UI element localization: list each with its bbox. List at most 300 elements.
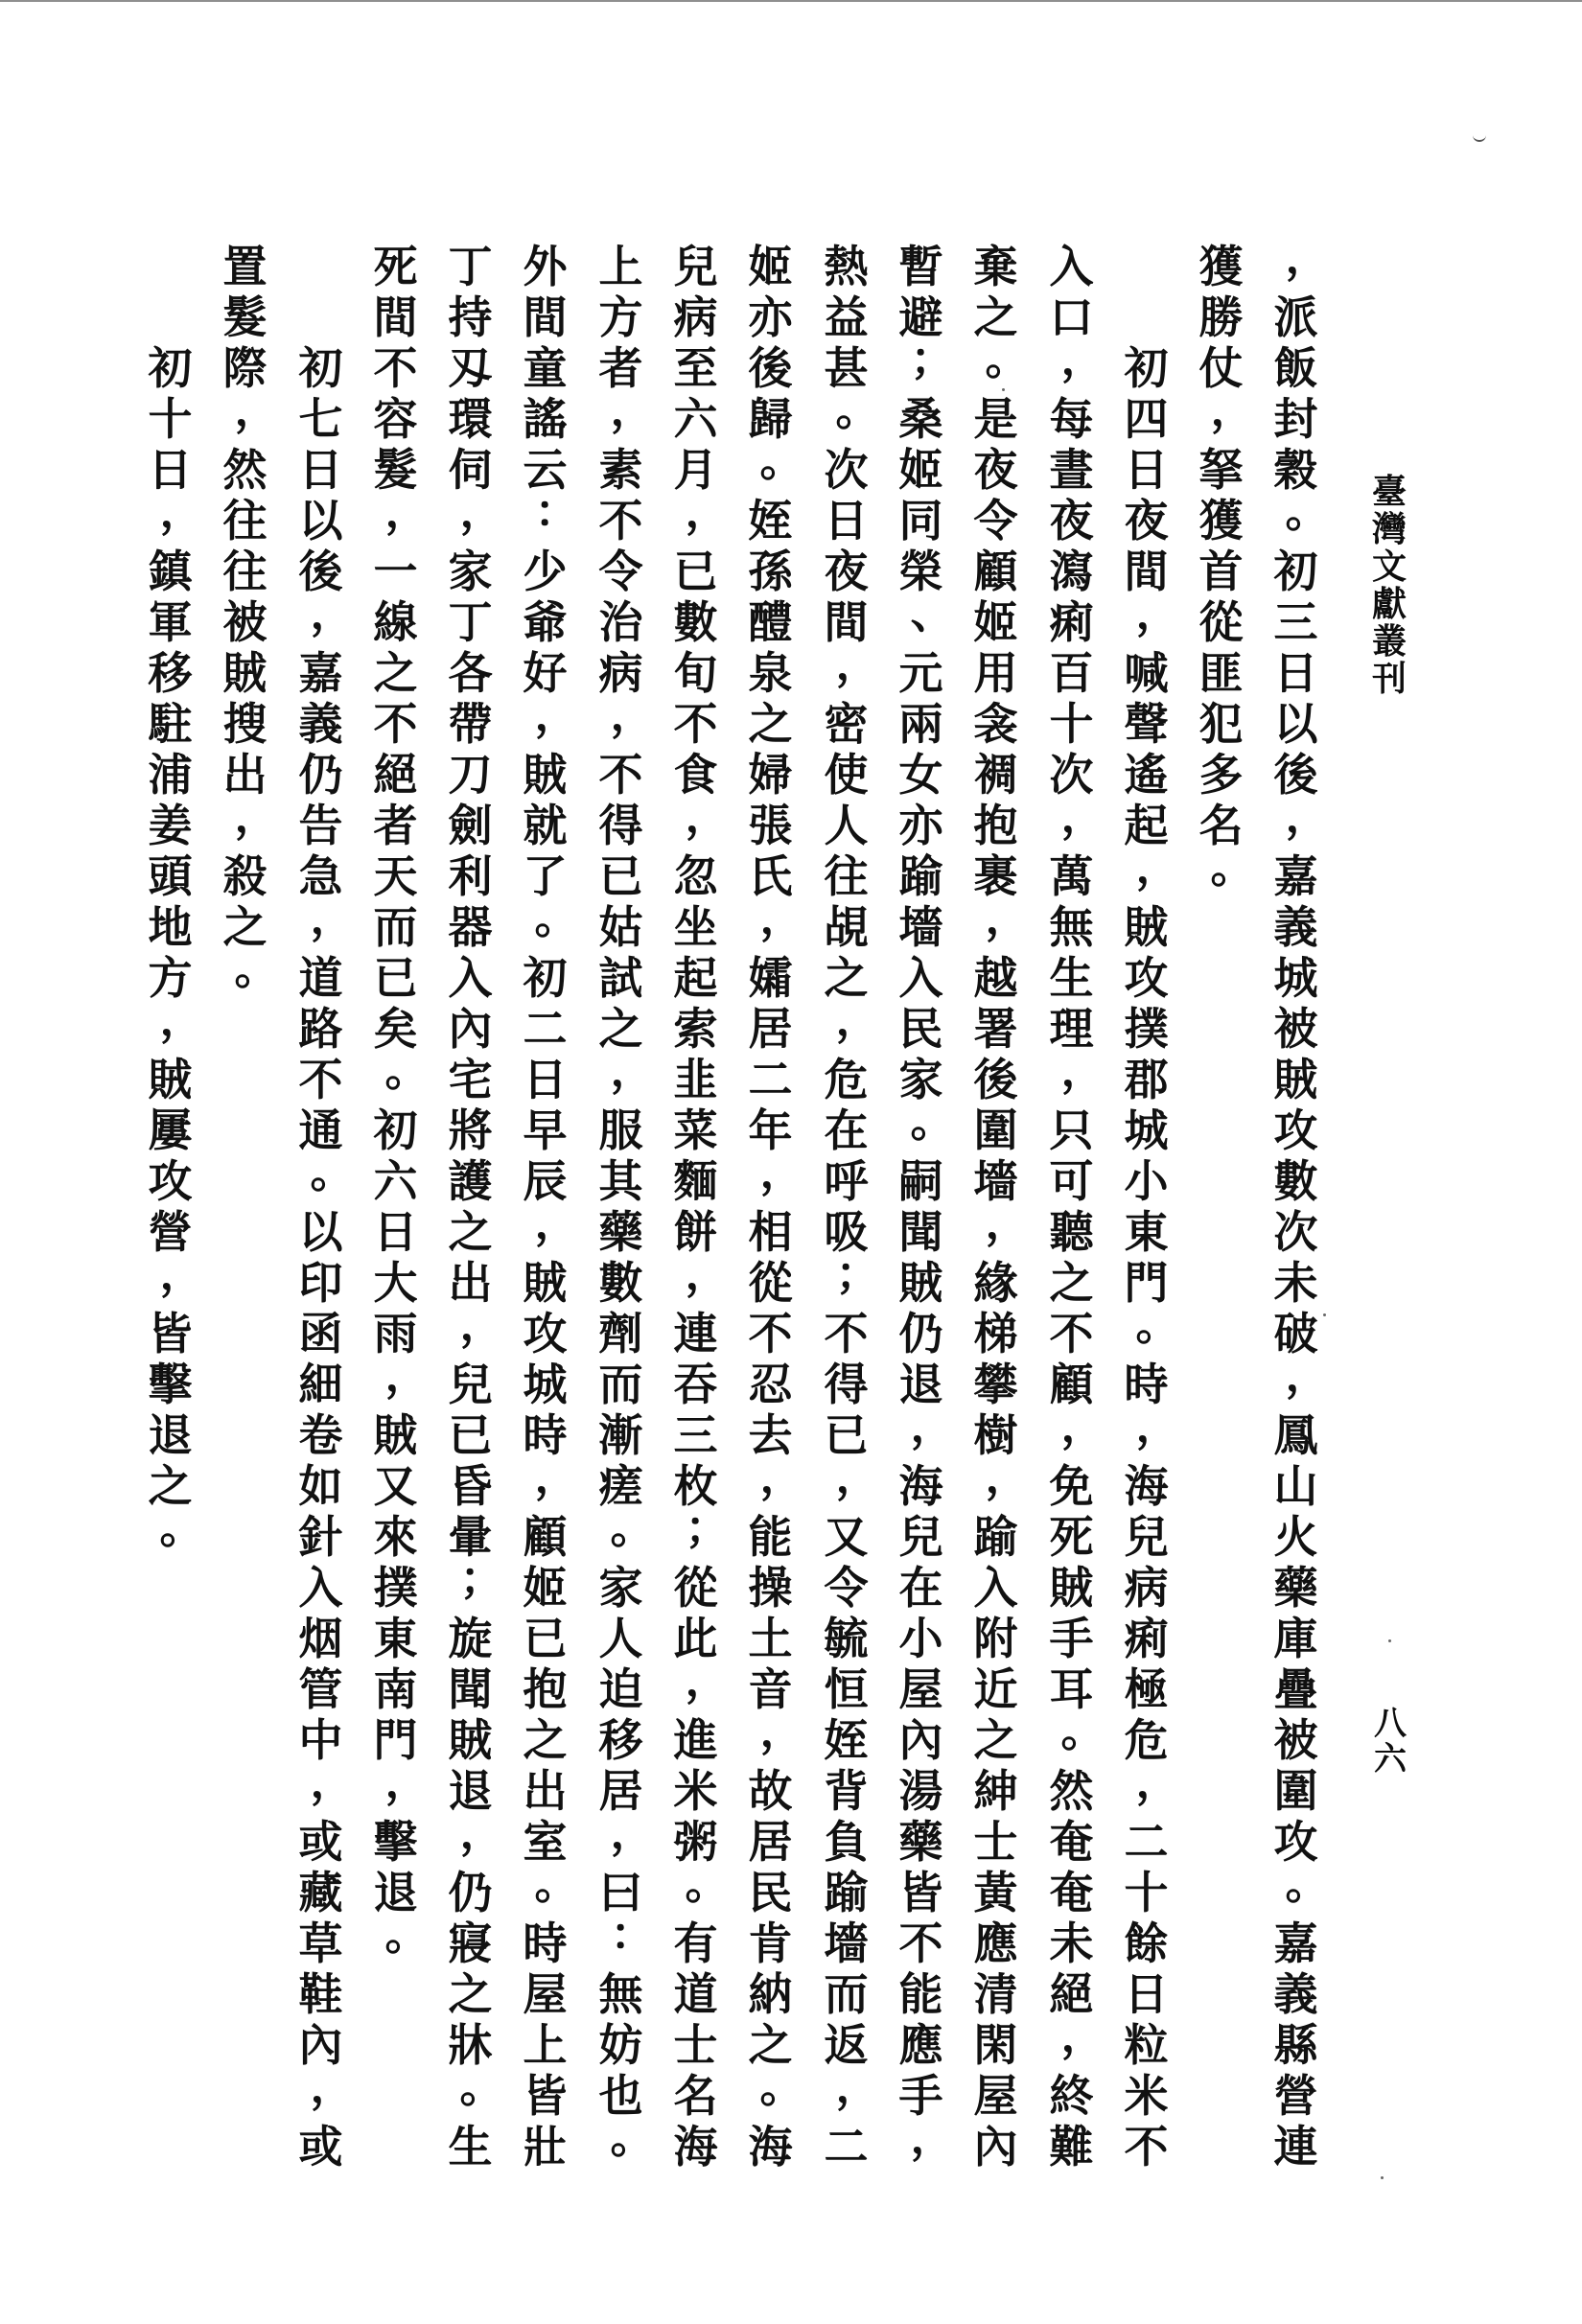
- character-glyph: 器: [448, 901, 493, 953]
- page-number: [1369, 1707, 1411, 1778]
- character-glyph: 初: [1124, 342, 1169, 394]
- character-glyph: 又: [824, 1511, 869, 1563]
- punctuation-glyph: ，: [685, 1247, 730, 1299]
- punctuation-glyph: ，: [310, 892, 355, 943]
- punctuation-glyph: 。: [459, 2060, 504, 2112]
- character-glyph: 刊: [1371, 659, 1407, 699]
- character-glyph: 海: [673, 2121, 718, 2173]
- character-glyph: 元: [898, 647, 943, 699]
- character-glyph: 病: [1124, 1562, 1169, 1614]
- character-glyph: 二: [748, 1054, 793, 1105]
- punctuation-glyph: 。: [759, 2060, 804, 2112]
- character-glyph: 家: [598, 1562, 643, 1614]
- character-glyph: 皆: [523, 2070, 568, 2122]
- character-glyph: 初: [148, 342, 193, 394]
- character-glyph: 亦: [748, 291, 793, 343]
- character-glyph: 菜: [673, 1104, 718, 1156]
- character-glyph: 函: [298, 1308, 343, 1360]
- punctuation-glyph: ，: [1060, 1044, 1105, 1096]
- character-glyph: 無: [1049, 901, 1094, 953]
- character-glyph: 劍: [448, 800, 493, 851]
- character-glyph: 進: [673, 1714, 718, 1766]
- character-glyph: 內: [973, 2121, 1018, 2173]
- character-glyph: 未: [1273, 1257, 1318, 1309]
- character-glyph: 六: [1374, 1740, 1407, 1778]
- character-glyph: 榮: [898, 546, 943, 597]
- character-glyph: 營: [148, 1206, 193, 1258]
- character-glyph: 不: [373, 698, 418, 750]
- character-glyph: 皆: [898, 1867, 943, 1918]
- character-glyph: 令: [824, 1562, 869, 1614]
- character-glyph: 鳳: [1273, 1409, 1318, 1461]
- character-glyph: 六: [673, 393, 718, 445]
- character-glyph: 者: [373, 800, 418, 851]
- text-column-paragraph-start: [1121, 342, 1180, 2173]
- character-glyph: 藥: [598, 1206, 643, 1258]
- character-glyph: 不: [673, 698, 718, 750]
- character-glyph: 賊: [1124, 901, 1169, 953]
- text-column: [896, 241, 955, 2173]
- character-glyph: 營: [1273, 2070, 1318, 2122]
- character-glyph: 賊: [1273, 1054, 1318, 1105]
- character-glyph: 多: [1198, 749, 1244, 801]
- punctuation-glyph: ，: [1135, 1400, 1180, 1452]
- punctuation-glyph: ，: [610, 1806, 655, 1858]
- text-column: [970, 241, 1030, 2173]
- character-glyph: 瘥: [598, 1460, 643, 1512]
- character-glyph: 令: [598, 546, 643, 597]
- character-glyph: 年: [748, 1104, 793, 1156]
- character-glyph: 相: [748, 1206, 793, 1258]
- character-glyph: 草: [298, 1917, 343, 1969]
- character-glyph: 攻: [1124, 952, 1169, 1004]
- character-glyph: 嘉: [1273, 850, 1318, 902]
- character-glyph: 四: [1124, 393, 1169, 445]
- character-glyph: 之: [973, 291, 1018, 343]
- punctuation-glyph: 。: [1210, 841, 1255, 893]
- character-glyph: 日: [148, 444, 193, 496]
- character-glyph: 民: [748, 1867, 793, 1918]
- text-column: [670, 241, 730, 2173]
- character-glyph: 各: [448, 647, 493, 699]
- character-glyph: 姪: [748, 495, 793, 546]
- character-glyph: 駐: [148, 698, 193, 750]
- character-glyph: 用: [973, 647, 1018, 699]
- character-glyph: 已: [373, 952, 418, 1004]
- character-glyph: 不: [298, 1054, 343, 1105]
- character-glyph: 生: [1049, 952, 1094, 1004]
- character-glyph: 門: [1124, 1257, 1169, 1309]
- character-glyph: 熱: [824, 241, 869, 292]
- character-glyph: 危: [1124, 1714, 1169, 1766]
- character-glyph: 或: [298, 1816, 343, 1868]
- character-glyph: 不: [748, 1308, 793, 1360]
- character-glyph: 昏: [448, 1460, 493, 1512]
- character-glyph: 日: [1273, 647, 1318, 699]
- character-glyph: 丁: [448, 596, 493, 648]
- punctuation-glyph: ，: [459, 1298, 504, 1350]
- character-glyph: 喊: [1124, 647, 1169, 699]
- character-glyph: 家: [448, 546, 493, 597]
- character-glyph: 屢: [148, 1104, 193, 1156]
- character-glyph: 被: [1273, 1714, 1318, 1766]
- character-glyph: 在: [898, 1562, 943, 1614]
- character-glyph: 少: [523, 546, 568, 597]
- character-glyph: 犯: [1198, 698, 1244, 750]
- punctuation-glyph: ；: [835, 1247, 880, 1299]
- character-glyph: 初: [1273, 546, 1318, 597]
- punctuation-glyph: 。: [1285, 1857, 1330, 1909]
- character-glyph: 初: [298, 342, 343, 394]
- character-glyph: 死: [373, 241, 418, 292]
- character-glyph: 顧: [1049, 1359, 1094, 1410]
- character-glyph: 置: [222, 241, 268, 292]
- character-glyph: 無: [598, 1968, 643, 2020]
- punctuation-glyph: ，: [1285, 231, 1330, 283]
- character-glyph: 越: [973, 952, 1018, 1004]
- character-glyph: 曰: [598, 1867, 643, 1918]
- character-glyph: 際: [222, 342, 268, 394]
- character-glyph: 退: [898, 1359, 943, 1410]
- character-glyph: 被: [1273, 1003, 1318, 1055]
- character-glyph: 故: [748, 1765, 793, 1817]
- character-glyph: 賊: [1049, 1562, 1094, 1614]
- character-glyph: 或: [298, 2121, 343, 2173]
- character-glyph: 內: [448, 1003, 493, 1055]
- punctuation-glyph: ，: [910, 1400, 955, 1452]
- character-glyph: 攀: [973, 1359, 1018, 1410]
- punctuation-glyph: ，: [234, 383, 279, 435]
- character-glyph: 勝: [1198, 291, 1244, 343]
- character-glyph: 不: [824, 1308, 869, 1360]
- character-glyph: 絕: [1049, 1968, 1094, 2020]
- character-glyph: 日: [1124, 444, 1169, 496]
- character-glyph: 墻: [898, 901, 943, 953]
- character-glyph: 氏: [748, 850, 793, 902]
- character-glyph: 覘: [824, 901, 869, 953]
- character-glyph: 應: [973, 1917, 1018, 1969]
- character-glyph: 近: [973, 1663, 1018, 1715]
- character-glyph: 數: [598, 1257, 643, 1309]
- character-glyph: 而: [824, 1968, 869, 2020]
- character-glyph: 穀: [1273, 444, 1318, 496]
- character-glyph: 枚: [673, 1460, 718, 1512]
- character-glyph: 夜: [973, 444, 1018, 496]
- character-glyph: 童: [523, 342, 568, 394]
- text-column: [520, 241, 579, 2173]
- character-glyph: 入: [1049, 241, 1094, 292]
- character-glyph: 數: [673, 596, 718, 648]
- character-glyph: 萬: [1049, 850, 1094, 902]
- character-glyph: 梯: [973, 1308, 1018, 1360]
- character-glyph: 次: [824, 444, 869, 496]
- character-glyph: 時: [1124, 1359, 1169, 1410]
- top-border-line: [0, 0, 1582, 2]
- character-glyph: 圍: [1273, 1765, 1318, 1817]
- character-glyph: 管: [298, 1663, 343, 1715]
- character-glyph: 間: [824, 596, 869, 648]
- character-glyph: 只: [1049, 1104, 1094, 1156]
- character-glyph: 又: [373, 1460, 418, 1512]
- character-glyph: 之: [373, 647, 418, 699]
- character-glyph: 奄: [1049, 1867, 1094, 1918]
- character-glyph: 郡: [1124, 1054, 1169, 1105]
- character-glyph: 云: [523, 444, 568, 496]
- character-glyph: 聽: [1049, 1206, 1094, 1258]
- character-glyph: 匪: [1198, 647, 1244, 699]
- punctuation-glyph: 。: [534, 892, 579, 943]
- character-glyph: 嘉: [1273, 1917, 1318, 1969]
- character-glyph: 返: [824, 2019, 869, 2071]
- character-glyph: 間: [1124, 546, 1169, 597]
- punctuation-glyph: ，: [759, 1146, 804, 1197]
- character-glyph: 已: [448, 1409, 493, 1461]
- character-glyph: 至: [673, 342, 718, 394]
- character-glyph: 試: [598, 952, 643, 1004]
- character-glyph: 可: [1049, 1155, 1094, 1207]
- character-glyph: 之: [748, 698, 793, 750]
- character-glyph: 起: [1124, 800, 1169, 851]
- punctuation-glyph: ，: [1135, 1755, 1180, 1807]
- character-glyph: 去: [748, 1409, 793, 1461]
- character-glyph: 仍: [898, 1308, 943, 1360]
- punctuation-glyph: 、: [910, 587, 955, 639]
- character-glyph: 絕: [373, 749, 418, 801]
- character-glyph: 仍: [448, 1867, 493, 1918]
- character-glyph: 鞋: [298, 1968, 343, 2020]
- character-glyph: 粒: [1124, 2019, 1169, 2071]
- character-glyph: 從: [1198, 596, 1244, 648]
- character-glyph: 得: [598, 800, 643, 851]
- character-glyph: 人: [598, 1613, 643, 1664]
- character-glyph: 治: [598, 596, 643, 648]
- punctuation-glyph: ：: [534, 485, 579, 537]
- character-glyph: 墻: [824, 1917, 869, 1969]
- character-glyph: 之: [748, 2019, 793, 2071]
- punctuation-glyph: ，: [1060, 1400, 1105, 1452]
- character-glyph: 遙: [1124, 749, 1169, 801]
- punctuation-glyph: ，: [459, 485, 504, 537]
- punctuation-glyph: ，: [610, 383, 655, 435]
- character-glyph: 室: [523, 1816, 568, 1868]
- character-glyph: 附: [973, 1613, 1018, 1664]
- character-glyph: 病: [673, 291, 718, 343]
- character-glyph: 義: [298, 698, 343, 750]
- character-glyph: 屋: [898, 1663, 943, 1715]
- character-glyph: 免: [1049, 1460, 1094, 1512]
- character-glyph: 小: [898, 1613, 943, 1664]
- character-glyph: 晝: [1049, 444, 1094, 496]
- punctuation-glyph: ，: [384, 485, 430, 537]
- character-glyph: 居: [748, 1003, 793, 1055]
- punctuation-glyph: ，: [384, 1349, 430, 1401]
- character-glyph: 義: [1273, 1968, 1318, 2020]
- character-glyph: 之: [1049, 1257, 1094, 1309]
- character-glyph: 樹: [973, 1409, 1018, 1461]
- scan-speck: [1323, 1313, 1326, 1316]
- character-glyph: 賊: [523, 1257, 568, 1309]
- punctuation-glyph: ，: [1060, 333, 1105, 384]
- character-glyph: 百: [1049, 647, 1094, 699]
- character-glyph: 手: [1049, 1613, 1094, 1664]
- character-glyph: 理: [1049, 1003, 1094, 1055]
- character-glyph: 外: [523, 241, 568, 292]
- character-glyph: 拏: [1198, 444, 1244, 496]
- punctuation-glyph: ，: [1060, 2010, 1105, 2061]
- character-glyph: 矣: [373, 1003, 418, 1055]
- character-glyph: 人: [824, 800, 869, 851]
- character-glyph: 三: [673, 1409, 718, 1461]
- punctuation-glyph: ，: [610, 688, 655, 740]
- punctuation-glyph: ，: [1285, 1349, 1330, 1401]
- character-glyph: 持: [448, 291, 493, 343]
- character-glyph: 音: [748, 1663, 793, 1715]
- character-glyph: 醴: [748, 596, 793, 648]
- character-glyph: 應: [898, 2019, 943, 2071]
- character-glyph: 日: [523, 1054, 568, 1105]
- character-glyph: 月: [673, 444, 718, 496]
- character-glyph: 不: [373, 342, 418, 394]
- character-glyph: 藥: [898, 1816, 943, 1868]
- character-glyph: 棄: [973, 241, 1018, 292]
- character-glyph: 次: [1049, 749, 1094, 801]
- character-glyph: 宅: [448, 1054, 493, 1105]
- punctuation-glyph: 。: [1285, 485, 1330, 537]
- character-glyph: 而: [598, 1359, 643, 1410]
- character-glyph: 搜: [222, 698, 268, 750]
- punctuation-glyph: ，: [835, 638, 880, 689]
- character-glyph: 婦: [748, 749, 793, 801]
- character-glyph: 了: [523, 850, 568, 902]
- character-glyph: 方: [148, 952, 193, 1004]
- character-glyph: 皆: [148, 1308, 193, 1360]
- character-glyph: 東: [1124, 1206, 1169, 1258]
- character-glyph: 攻: [148, 1155, 193, 1207]
- character-glyph: 利: [448, 850, 493, 902]
- character-glyph: 痢: [1049, 596, 1094, 648]
- punctuation-glyph: ，: [985, 892, 1030, 943]
- character-glyph: 方: [598, 291, 643, 343]
- character-glyph: 刄: [448, 342, 493, 394]
- character-glyph: 雨: [373, 1308, 418, 1360]
- character-glyph: 旬: [673, 647, 718, 699]
- character-glyph: 出: [523, 1765, 568, 1817]
- character-glyph: 已: [673, 546, 718, 597]
- character-glyph: 上: [598, 241, 643, 292]
- character-glyph: 往: [222, 495, 268, 546]
- punctuation-glyph: ，: [835, 2060, 880, 2112]
- character-glyph: 派: [1273, 291, 1318, 343]
- character-glyph: 卷: [298, 1409, 343, 1461]
- character-glyph: 髮: [222, 291, 268, 343]
- character-glyph: 姬: [748, 241, 793, 292]
- scan-mark: [1473, 134, 1486, 142]
- punctuation-glyph: 。: [610, 1501, 655, 1553]
- character-glyph: 在: [824, 1104, 869, 1156]
- character-glyph: 被: [222, 596, 268, 648]
- punctuation-glyph: ，: [910, 2111, 955, 2163]
- punctuation-glyph: 。: [234, 942, 279, 994]
- character-glyph: 抱: [523, 1663, 568, 1715]
- character-glyph: 如: [298, 1460, 343, 1512]
- character-glyph: 抱: [973, 800, 1018, 851]
- character-glyph: 內: [298, 2019, 343, 2071]
- character-glyph: 以: [298, 1206, 343, 1258]
- character-glyph: 來: [373, 1511, 418, 1563]
- character-glyph: 南: [373, 1663, 418, 1715]
- character-glyph: 十: [1049, 698, 1094, 750]
- character-glyph: 入: [973, 1562, 1018, 1614]
- character-glyph: 之: [222, 901, 268, 953]
- character-glyph: 暈: [448, 1511, 493, 1563]
- punctuation-glyph: ，: [1135, 841, 1180, 893]
- character-glyph: 服: [598, 1104, 643, 1156]
- character-glyph: 海: [1124, 1460, 1169, 1512]
- text-column: [745, 241, 804, 2173]
- character-glyph: 索: [673, 1003, 718, 1055]
- character-glyph: 衾: [973, 698, 1018, 750]
- character-glyph: 危: [824, 1054, 869, 1105]
- character-glyph: 賊: [373, 1409, 418, 1461]
- character-glyph: 不: [898, 1917, 943, 1969]
- character-glyph: 姬: [523, 1562, 568, 1614]
- character-glyph: 移: [148, 647, 193, 699]
- character-glyph: 三: [1273, 596, 1318, 648]
- character-glyph: 民: [898, 1003, 943, 1055]
- punctuation-glyph: ，: [534, 688, 579, 740]
- character-glyph: 連: [1273, 2121, 1318, 2173]
- character-glyph: 奄: [1049, 1816, 1094, 1868]
- character-glyph: 名: [673, 2070, 718, 2122]
- character-glyph: 門: [373, 1714, 418, 1766]
- punctuation-glyph: ，: [759, 892, 804, 943]
- character-glyph: 口: [1049, 291, 1094, 343]
- character-glyph: 之: [448, 1206, 493, 1258]
- character-glyph: 將: [448, 1104, 493, 1156]
- character-glyph: 賊: [523, 749, 568, 801]
- punctuation-glyph: ，: [985, 1197, 1030, 1248]
- punctuation-glyph: ，: [985, 1451, 1030, 1502]
- character-glyph: 壯: [523, 2121, 568, 2173]
- character-glyph: 背: [824, 1765, 869, 1817]
- character-glyph: 忽: [673, 850, 718, 902]
- character-glyph: 從: [748, 1257, 793, 1309]
- character-glyph: 擊: [373, 1816, 418, 1868]
- punctuation-glyph: ，: [1285, 790, 1330, 842]
- character-glyph: 此: [673, 1613, 718, 1664]
- character-glyph: 入: [898, 952, 943, 1004]
- character-glyph: 裯: [973, 749, 1018, 801]
- punctuation-glyph: ，: [835, 993, 880, 1045]
- character-glyph: 印: [298, 1257, 343, 1309]
- character-glyph: 吸: [824, 1206, 869, 1258]
- character-glyph: 麵: [673, 1155, 718, 1207]
- character-glyph: 義: [1273, 901, 1318, 953]
- character-glyph: 坐: [673, 901, 718, 953]
- character-glyph: 後: [298, 546, 343, 597]
- text-column: [1196, 241, 1255, 902]
- character-glyph: 爺: [523, 596, 568, 648]
- character-glyph: 刀: [448, 749, 493, 801]
- character-glyph: 死: [1049, 1511, 1094, 1563]
- punctuation-glyph: ，: [459, 1806, 504, 1858]
- punctuation-glyph: ，: [685, 790, 730, 842]
- punctuation-glyph: 。: [384, 1908, 430, 1960]
- character-glyph: 一: [373, 546, 418, 597]
- character-glyph: 吞: [673, 1359, 718, 1410]
- character-glyph: 攻: [1273, 1104, 1318, 1156]
- character-glyph: 能: [748, 1511, 793, 1563]
